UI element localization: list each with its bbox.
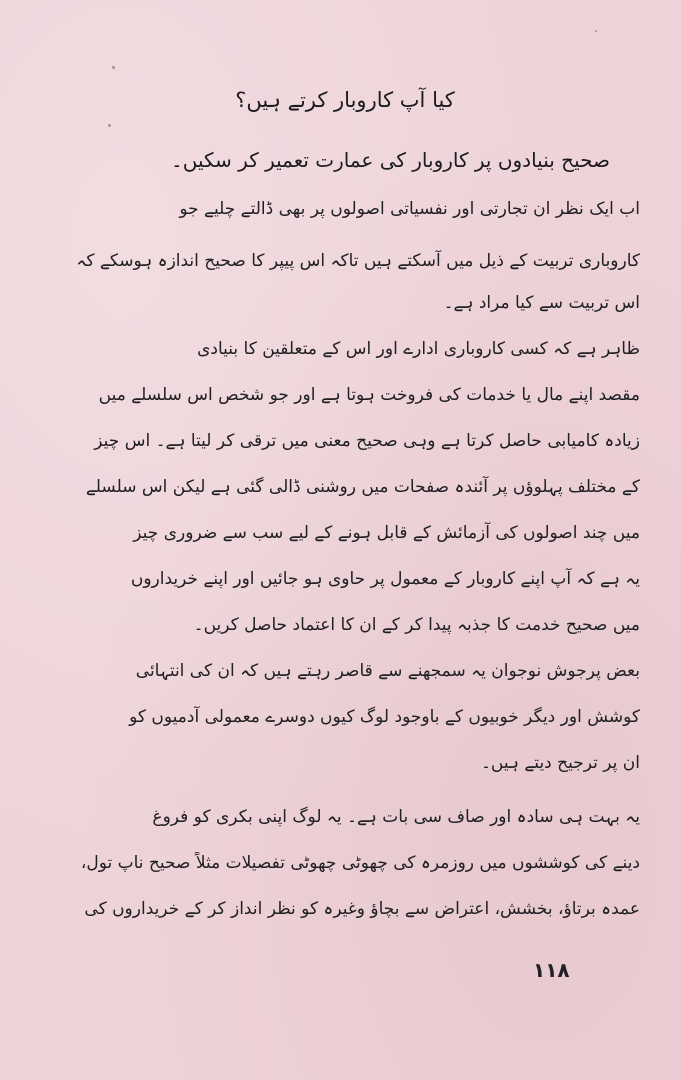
body-line: ظاہر ہے کہ کسی کاروباری ادارے اور اس کے متعلقین کا بنیادی xyxy=(197,339,640,359)
page-number: ۱۱۸ xyxy=(533,958,570,982)
body-line: میں چند اصولوں کی آزمائش کے قابل ہونے کے لیے سب سے ضروری چیز xyxy=(133,523,640,543)
body-line: مقصد اپنے مال یا خدمات کی فروخت ہوتا ہے اور جو شخص اس سلسلے میں xyxy=(98,385,640,405)
body-line: یہ بہت ہی سادہ اور صاف سی بات ہے۔ یہ لوگ اپنی بکری کو فروغ xyxy=(152,807,640,827)
body-line: کے مختلف پہلوؤں پر آئندہ صفحات میں روشنی ڈالی گئی ہے لیکن اس سلسلے xyxy=(85,477,640,497)
body-line: میں صحیح خدمت کا جذبہ پیدا کر کے ان کا اعتماد حاصل کریں۔ xyxy=(193,615,640,635)
body-line: ان پر ترجیح دیتے ہیں۔ xyxy=(480,753,640,773)
page-title: کیا آپ کاروبار کرتے ہیں؟ xyxy=(235,88,455,112)
page-subtitle: صحیح بنیادوں پر کاروبار کی عمارت تعمیر کر سکیں۔ xyxy=(171,148,610,172)
paper-speck xyxy=(108,124,111,127)
body-line: کاروباری تربیت کے ذیل میں آسکتے ہیں تاکہ اس پیپر کا صحیح اندازہ ہوسکے کہ xyxy=(76,251,640,271)
paper-speck xyxy=(595,30,597,32)
body-line: زیادہ کامیابی حاصل کرتا ہے وہی صحیح معنی میں ترقی کر لیتا ہے۔ اس چیز xyxy=(94,431,640,451)
paper-speck xyxy=(112,66,115,69)
body-line: دینے کی کوششوں میں روزمرہ کی چھوٹی چھوٹی تفصیلات مثلاً صحیح ناپ تول، xyxy=(80,853,640,873)
body-line: اس تربیت سے کیا مراد ہے۔ xyxy=(443,293,640,313)
body-line: عمدہ برتاؤ، بخشش، اعتراض سے بچاؤ وغیرہ کو نظر انداز کر کے خریداروں کی xyxy=(84,899,640,919)
body-line: یہ ہے کہ آپ اپنے کاروبار کے معمول پر حاوی ہو جائیں اور اپنے خریداروں xyxy=(130,569,640,589)
body-line: کوشش اور دیگر خوبیوں کے باوجود لوگ کیوں دوسرے معمولی آدمیوں کو xyxy=(129,707,640,727)
body-line: اب ایک نظر ان تجارتی اور نفسیاتی اصولوں پر بھی ڈالتے چلیے جو xyxy=(179,199,640,219)
body-line: بعض پرجوش نوجوان یہ سمجھنے سے قاصر رہتے ہیں کہ ان کی انتہائی xyxy=(135,661,640,681)
